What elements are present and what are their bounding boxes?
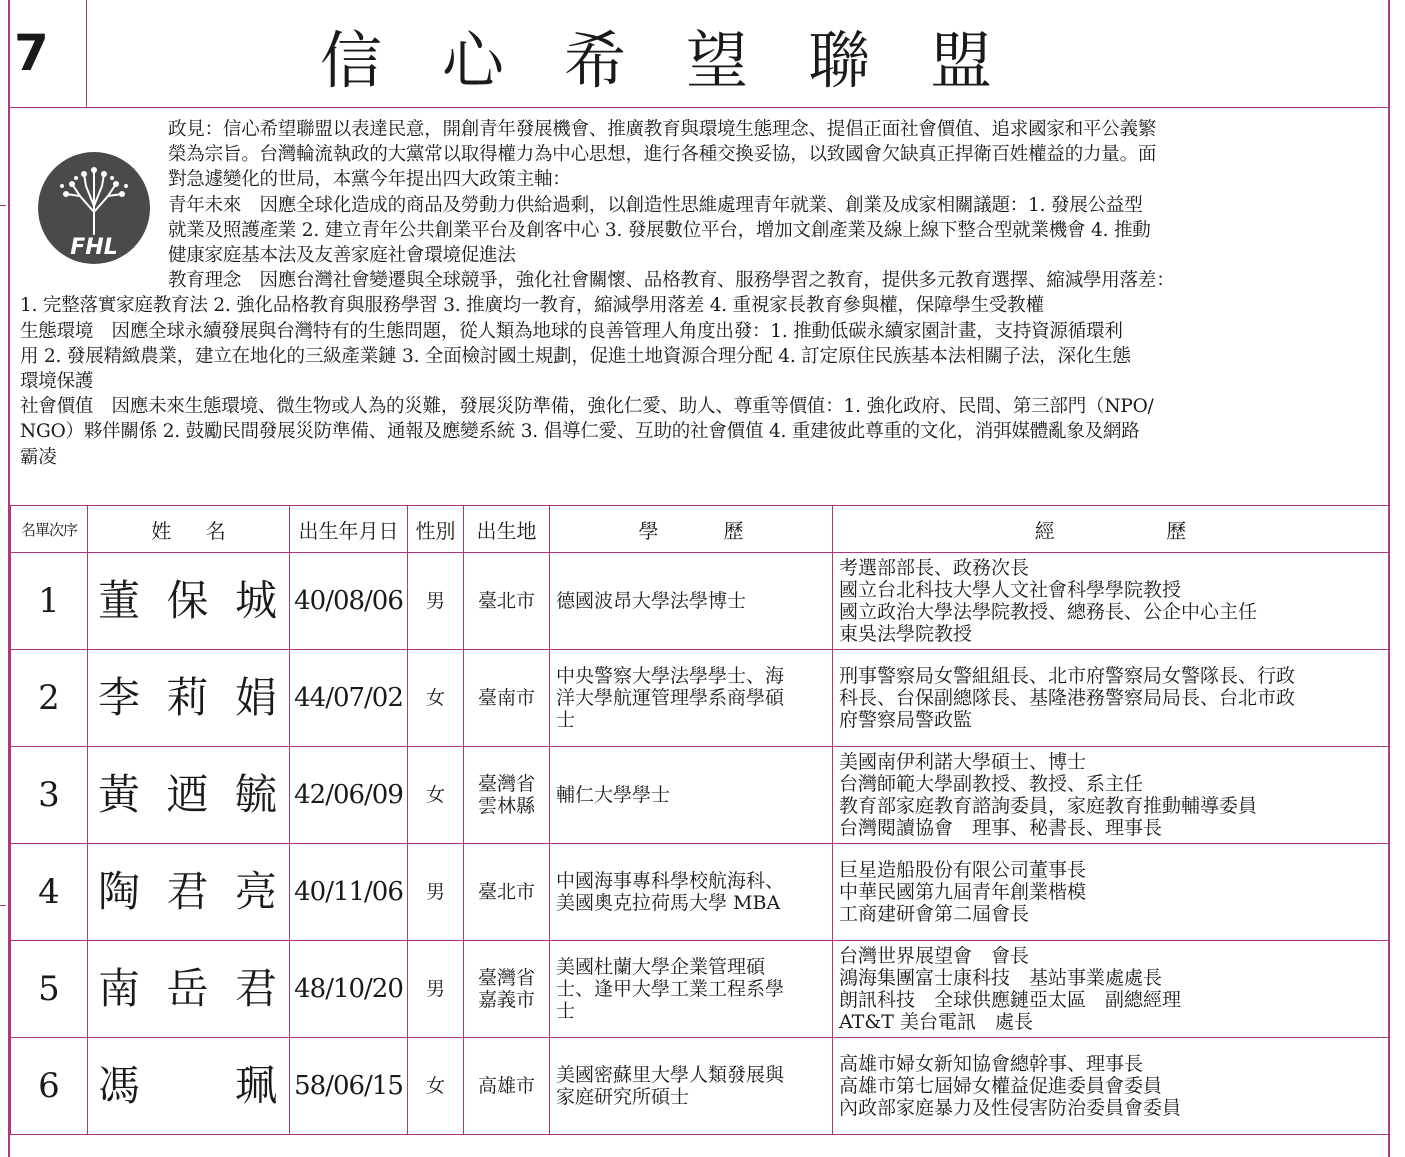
row-name — [88, 844, 290, 941]
row-name — [88, 650, 290, 747]
policy-social-line: 霸凌 — [20, 446, 57, 468]
experience-line: 考選部部長、政務次長 — [839, 557, 1030, 579]
name-char: 莉 — [166, 673, 211, 722]
number-divider — [86, 0, 87, 108]
name-char: 迺 — [166, 770, 211, 819]
row-birthdate: 48/10/20 — [290, 941, 408, 1038]
row-birthplace — [464, 747, 550, 844]
birthplace-line: 嘉義市 — [477, 989, 535, 1011]
education-line: 美國奧克拉荷馬大學 MBA — [556, 892, 781, 914]
name-char: 君 — [166, 867, 211, 916]
row-sex: 男 — [408, 844, 464, 941]
header-birthplace: 出生地 — [464, 506, 550, 553]
header-education — [550, 506, 833, 553]
experience-line: 高雄市婦女新知協會總幹事、理事長 — [839, 1053, 1144, 1075]
header-name — [88, 506, 290, 553]
name-char: 珮 — [234, 1061, 279, 1110]
name-char: 陶 — [98, 867, 143, 916]
policy-intro-line: 政見：信心希望聯盟以表達民意，開創青年發展機會、推廣教育與環境生態理念、提倡正面社會價值、追求國家和平公義繁 — [168, 119, 1157, 140]
education-line: 中國海事專科學校航海科、 — [556, 870, 785, 892]
experience-line: 朗訊科技 全球供應鏈亞太區 副總經理 — [839, 989, 1182, 1011]
name-char: 南 — [98, 964, 143, 1013]
experience-line: 工商建研會第二屆會長 — [839, 903, 1030, 925]
row-experience — [833, 844, 1389, 941]
row-education — [550, 844, 833, 941]
party-name-char: 聯 — [808, 24, 931, 97]
birthplace-line: 臺灣省 — [477, 773, 535, 795]
policy-youth-line: 健康家庭基本法及友善家庭社會環境促進法 — [168, 245, 516, 267]
header-sex: 性別 — [408, 506, 464, 553]
experience-line: 國立台北科技大學人文社會科學學院教授 — [839, 579, 1182, 601]
row-name — [88, 553, 290, 650]
experience-line: 中華民國第九屆青年創業楷模 — [839, 881, 1087, 903]
header-edu-a: 學 — [638, 518, 659, 543]
header-divider — [10, 107, 1388, 108]
row-sex: 男 — [408, 941, 464, 1038]
policy-education-line: 教育理念 因應台灣社會變遷與全球競爭，強化社會關懷、品格教育、服務學習之教育，提供多元教育選擇、縮減學用落差： — [168, 270, 1175, 292]
policy-education-line: 1. 完整落實家庭教育法 2. 強化品格教育與服務學習 3. 推廣均一教育，縮減學用落差 4. 重視家長教育參與權，保障學生受教權 — [20, 295, 1044, 317]
name-char: 董 — [98, 576, 143, 625]
row-sex: 女 — [408, 650, 464, 747]
policy-intro-line: 榮為宗旨。台灣輪流執政的大黨常以取得權力為中心思想，進行各種交換妥協，以致國會欠缺真正捍衛百姓權益的力量。面 — [168, 144, 1157, 166]
education-line: 家庭研究所碩士 — [556, 1086, 690, 1108]
row-education — [550, 650, 833, 747]
row-education — [550, 941, 833, 1038]
row-birthdate: 40/08/06 — [290, 553, 408, 650]
experience-line: 科長、台保副總隊長、基隆港務警察局局長、台北市政 — [839, 687, 1296, 709]
experience-line: 刑事警察局女警組組長、北市府警察局女警隊長、行政 — [839, 665, 1296, 687]
education-line: 輔仁大學學士 — [556, 784, 671, 806]
row-education — [550, 747, 833, 844]
education-line: 士 — [556, 1000, 576, 1022]
row-order: 2 — [11, 650, 88, 747]
row-name — [88, 747, 290, 844]
name-char: 馮 — [98, 1061, 143, 1110]
experience-line: AT&T 美台電訊 處長 — [839, 1011, 1033, 1033]
row-experience — [833, 1038, 1389, 1135]
row-birthplace — [464, 650, 550, 747]
row-birthdate: 42/06/09 — [290, 747, 408, 844]
header-edu-b: 歷 — [723, 518, 744, 543]
experience-line: 高雄市第七屆婦女權益促進委員會委員 — [839, 1075, 1163, 1097]
row-experience — [833, 941, 1389, 1038]
row-birthplace — [464, 844, 550, 941]
candidate-table — [10, 505, 1389, 1135]
row-experience — [833, 747, 1389, 844]
row-order: 5 — [11, 941, 88, 1038]
birthplace-line: 臺北市 — [477, 590, 535, 612]
row-sex: 女 — [408, 1038, 464, 1135]
edge-tick — [0, 205, 6, 206]
row-birthdate: 44/07/02 — [290, 650, 408, 747]
education-line: 德國波昂大學法學博士 — [556, 590, 747, 612]
education-line: 美國杜蘭大學企業管理碩 — [556, 956, 766, 978]
party-name-char: 信 — [320, 24, 443, 97]
party-name — [320, 16, 1052, 106]
name-char: 亮 — [234, 867, 279, 916]
policy-statement — [20, 117, 1380, 470]
header-name-a: 姓 — [151, 518, 172, 543]
birthplace-line: 高雄市 — [477, 1075, 535, 1097]
birthplace-line: 臺灣省 — [477, 967, 535, 989]
table-row — [11, 553, 1389, 650]
row-experience — [833, 553, 1389, 650]
row-name — [88, 1038, 290, 1135]
table-row — [11, 844, 1389, 941]
education-line: 中央警察大學法學學士、海 — [556, 665, 785, 687]
name-char: 岳 — [166, 964, 211, 1013]
policy-ecology-line: 用 2. 發展精緻農業，建立在地化的三級產業鏈 3. 全面檢討國土規劃，促進土地資源合理分配 4. 訂定原住民族基本法相關子法，深化生態 — [20, 345, 1131, 367]
party-name-char: 心 — [442, 24, 565, 97]
row-education — [550, 553, 833, 650]
policy-social-line: NGO）夥伴關係 2. 鼓勵民間發展災防準備、通報及應變系統 3. 倡導仁愛、互助的社會價值 4. 重建彼此尊重的文化，消弭媒體亂象及網路 — [20, 421, 1140, 443]
party-number: 7 — [14, 24, 49, 82]
name-char: 毓 — [234, 770, 279, 819]
experience-line: 府警察局警政監 — [839, 709, 973, 731]
row-order: 3 — [11, 747, 88, 844]
experience-line: 鴻海集團富士康科技 基站事業處處長 — [839, 967, 1163, 989]
experience-line: 國立政治大學法學院教授、總務長、公企中心主任 — [839, 601, 1258, 623]
header-order: 名單次序 — [11, 506, 88, 553]
header-experience — [833, 506, 1389, 553]
experience-line: 教育部家庭教育諮詢委員，家庭教育推動輔導委員 — [839, 795, 1258, 817]
edge-tick — [0, 905, 6, 906]
party-name-char: 望 — [686, 24, 809, 97]
education-line: 洋大學航運管理學系商學碩 — [556, 687, 785, 709]
experience-line: 台灣世界展望會 會長 — [839, 945, 1030, 967]
row-education — [550, 1038, 833, 1135]
experience-line: 台灣閱讀協會 理事、秘書長、理事長 — [839, 817, 1163, 839]
name-char: 君 — [234, 964, 279, 1013]
party-name-char: 希 — [564, 24, 687, 97]
row-birthplace — [464, 941, 550, 1038]
policy-intro-line: 對急遽變化的世局，本黨今年提出四大政策主軸： — [168, 169, 571, 191]
experience-line: 東吳法學院教授 — [839, 623, 973, 645]
party-name-char: 盟 — [930, 24, 1053, 97]
birthplace-line: 雲林縣 — [477, 795, 535, 817]
name-char: 保 — [166, 576, 211, 625]
table-row — [11, 941, 1389, 1038]
experience-line: 巨星造船股份有限公司董事長 — [839, 859, 1087, 881]
birthplace-line: 臺北市 — [477, 881, 535, 903]
table-row — [11, 1038, 1389, 1135]
header-name-b: 名 — [205, 518, 226, 543]
row-name — [88, 941, 290, 1038]
row-order: 6 — [11, 1038, 88, 1135]
table-header-row — [11, 506, 1389, 553]
policy-social-line: 社會價值 因應未來生態環境、微生物或人為的災難，發展災防準備，強化仁愛、助人、尊重等價值：1. 強化政府、民間、第三部門（NPO/ — [20, 396, 1154, 418]
row-experience — [833, 650, 1389, 747]
header-exp-a: 經 — [1034, 518, 1055, 543]
header-birthdate: 出生年月日 — [290, 506, 408, 553]
birthplace-line: 臺南市 — [477, 687, 535, 709]
name-char: 城 — [234, 576, 279, 625]
policy-ecology-line: 環境保護 — [20, 371, 94, 393]
header-exp-b: 歷 — [1166, 518, 1187, 543]
experience-line: 台灣師範大學副教授、教授、系主任 — [839, 773, 1144, 795]
table-row — [11, 650, 1389, 747]
policy-youth-line: 青年未來 因應全球化造成的商品及勞動力供給過剩，以創造性思維處理青年就業、創業及成家相關議題：1. 發展公益型 — [168, 194, 1143, 216]
row-birthdate: 40/11/06 — [290, 844, 408, 941]
name-char: 黃 — [98, 770, 143, 819]
row-order: 1 — [11, 553, 88, 650]
row-order: 4 — [11, 844, 88, 941]
row-sex: 女 — [408, 747, 464, 844]
name-char: 李 — [98, 673, 143, 722]
experience-line: 美國南伊利諾大學碩士、博士 — [839, 751, 1087, 773]
row-birthdate: 58/06/15 — [290, 1038, 408, 1135]
experience-line: 內政部家庭暴力及性侵害防治委員會委員 — [839, 1097, 1182, 1119]
row-birthplace — [464, 1038, 550, 1135]
policy-youth-line: 就業及照護產業 2. 建立青年公共創業平台及創客中心 3. 發展數位平台，增加文創產業及線上線下整合型就業機會 4. 推動 — [168, 219, 1151, 241]
row-sex: 男 — [408, 553, 464, 650]
education-line: 士、逢甲大學工業工程系學 — [556, 978, 785, 1000]
education-line: 美國密蘇里大學人類發展與 — [556, 1064, 785, 1086]
row-birthplace — [464, 553, 550, 650]
name-char: 娟 — [234, 673, 279, 722]
table-row — [11, 747, 1389, 844]
education-line: 士 — [556, 709, 576, 731]
logo-text: FHL — [70, 235, 118, 260]
policy-ecology-line: 生態環境 因應全球永續發展與台灣特有的生態問題，從人類為地球的良善管理人角度出發：1. 推動低碳永續家園計畫，支持資源循環利 — [20, 320, 1123, 342]
